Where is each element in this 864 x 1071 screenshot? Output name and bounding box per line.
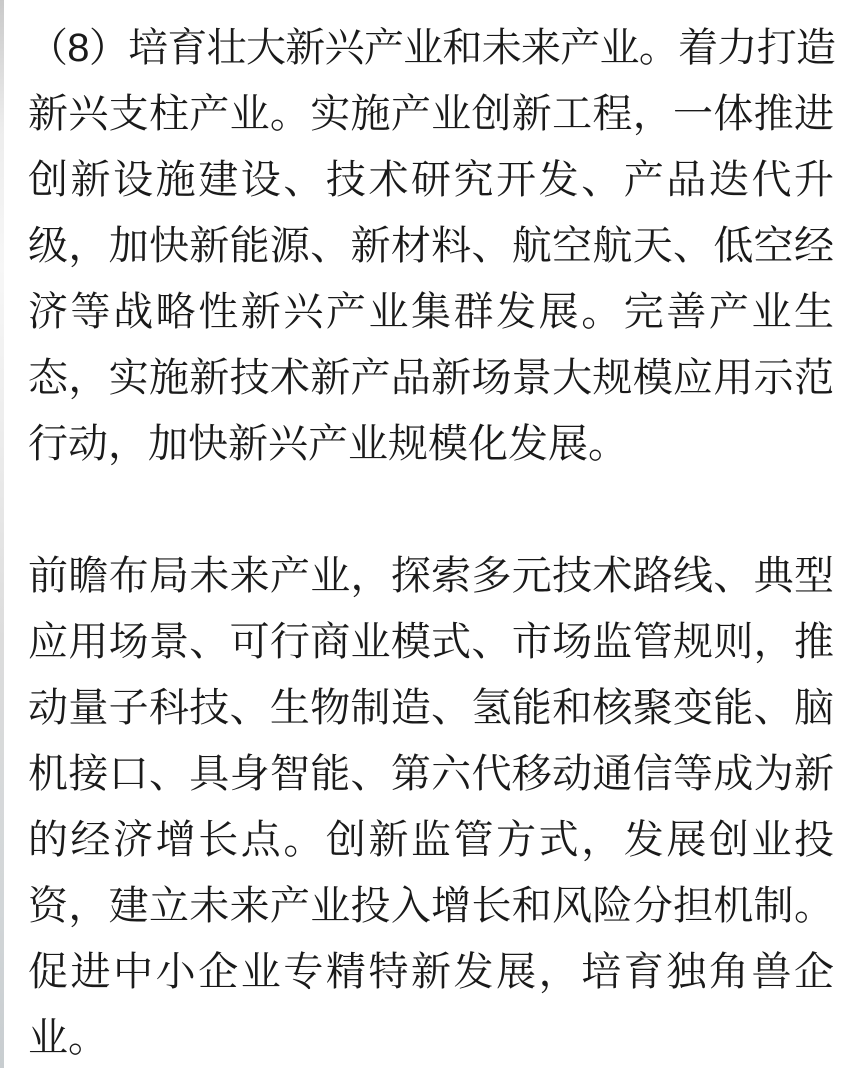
text-line: 前瞻布局未来产业，探索多元技术路线、典型	[28, 554, 834, 598]
text-line: 业。	[28, 1016, 108, 1060]
text-line: 应用场景、可行商业模式、市场监管规则，推	[28, 620, 834, 664]
paragraph-1	[28, 15, 834, 477]
text-line: 资，建立未来产业投入增长和风险分担机制。	[28, 884, 834, 928]
text-line: 态，实施新技术新产品新场景大规模应用示范	[28, 356, 834, 400]
document-body	[28, 15, 834, 1071]
text-line: 创新设施建设、技术研究开发、产品迭代升	[28, 158, 834, 202]
paragraph-2	[28, 543, 834, 1071]
text-line: 新兴支柱产业。实施产业创新工程，一体推进	[28, 92, 834, 136]
text-line: 济等战略性新兴产业集群发展。完善产业生	[28, 290, 834, 334]
text-line: （8）培育壮大新兴产业和未来产业。着力打造	[28, 26, 834, 70]
left-edge-shadow	[0, 0, 4, 1068]
text-line: 动量子科技、生物制造、氢能和核聚变能、脑	[28, 686, 834, 730]
text-line: 级，加快新能源、新材料、航空航天、低空经	[28, 224, 834, 268]
text-line: 行动，加快新兴产业规模化发展。	[28, 422, 628, 466]
text-line: 机接口、具身智能、第六代移动通信等成为新	[28, 752, 834, 796]
text-line: 的经济增长点。创新监管方式，发展创业投	[28, 818, 834, 862]
text-line: 促进中小企业专精特新发展，培育独角兽企	[28, 950, 834, 994]
